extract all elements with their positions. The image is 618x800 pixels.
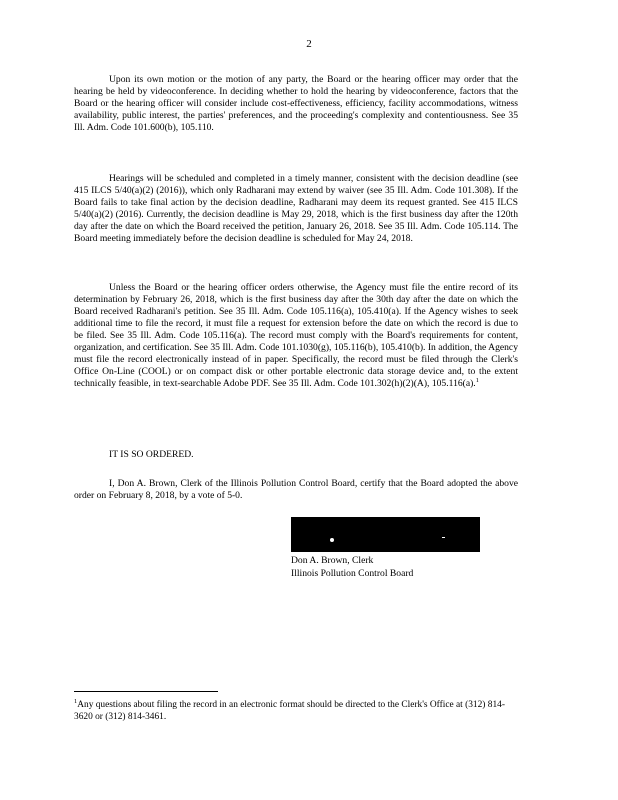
- paragraph-videoconference: Upon its own motion or the motion of any party, the Board or the hearing officer may order that the hearing be held by videoconference. In deciding whether to hold the hearing by videoconference, factors that the Board or the hearing officer will consider include cost-effectiveness, efficiency, facility accommodations, witness availability, public interest, the parties' preferences, and the proceeding's complexity and contentiousness. See 35 Ill. Adm. Code 101.600(b), 105.110.: [74, 74, 518, 133]
- paragraph-record-filing-text: Unless the Board or the hearing officer orders otherwise, the Agency must file the entire record of its determination by February 26, 2018, which is the first business day after the 30th day after the date on which the Board received Radharani's petition. See 35 Ill. Adm. Code 105.116(a), 105.410(a). If the Agency wishes to seek additional time to file the record, it must file a request for extension before the date on which the record is due to be filed. See 35 Ill. Adm. Code 105.116(a). The record must comply with the Board's requirements for content, organization, and certification. See 35 Ill. Adm. Code 101.1030(g), 105.116(b), 105.410(b). In addition, the Agency must file the record electronically instead of in paper. Specifically, the record must be filed through the Clerk's Office On-Line (COOL) or on compact disk or other portable electronic data storage device and, to the extent technically feasible, in text-searchable Adobe PDF. See 35 Ill. Adm. Code 101.302(h)(2)(A), 105.116(a).: [74, 282, 518, 389]
- signer-name: Don A. Brown, Clerk: [291, 555, 374, 566]
- footnote: [74, 699, 520, 723]
- footnote-marker: 1: [74, 697, 78, 705]
- redacted-signature: [291, 517, 480, 552]
- order-statement: IT IS SO ORDERED.: [109, 449, 194, 460]
- signer-title: Illinois Pollution Control Board: [291, 568, 414, 579]
- clerk-certification: I, Don A. Brown, Clerk of the Illinois Pollution Control Board, certify that the Board adopted the above order on February 8, 2018, by a vote of 5-0.: [74, 478, 518, 501]
- footnote-reference: 1: [475, 376, 479, 384]
- signature-block: [291, 517, 481, 580]
- footnote-divider: [74, 691, 218, 692]
- paragraph-record-filing: [74, 282, 518, 390]
- redaction-artifact-dash: [442, 537, 445, 538]
- paragraph-hearing-schedule: Hearings will be scheduled and completed in a timely manner, consistent with the decision deadline (see 415 ILCS 5/40(a)(2) (2016)), which only Radharani may extend by waiver (see 35 Ill. Adm. Code 101.308). If the Board fails to take final action by the decision deadline, Radharani may deem its request granted. See 415 ILCS 5/40(a)(2) (2016). Currently, the decision deadline is May 29, 2018, which is the first business day after the 120th day after the date on which the Board received the petition, January 26, 2018. See 35 Ill. Adm. Code 105.114. The Board meeting immediately before the decision deadline is scheduled for May 24, 2018.: [74, 173, 518, 244]
- footnote-text: Any questions about filing the record in an electronic format should be directed to the Clerk's Office at (312) 814-3620 or (312) 814-3461.: [74, 700, 505, 722]
- page-number: 2: [306, 38, 312, 50]
- redaction-artifact-dot: [330, 538, 334, 542]
